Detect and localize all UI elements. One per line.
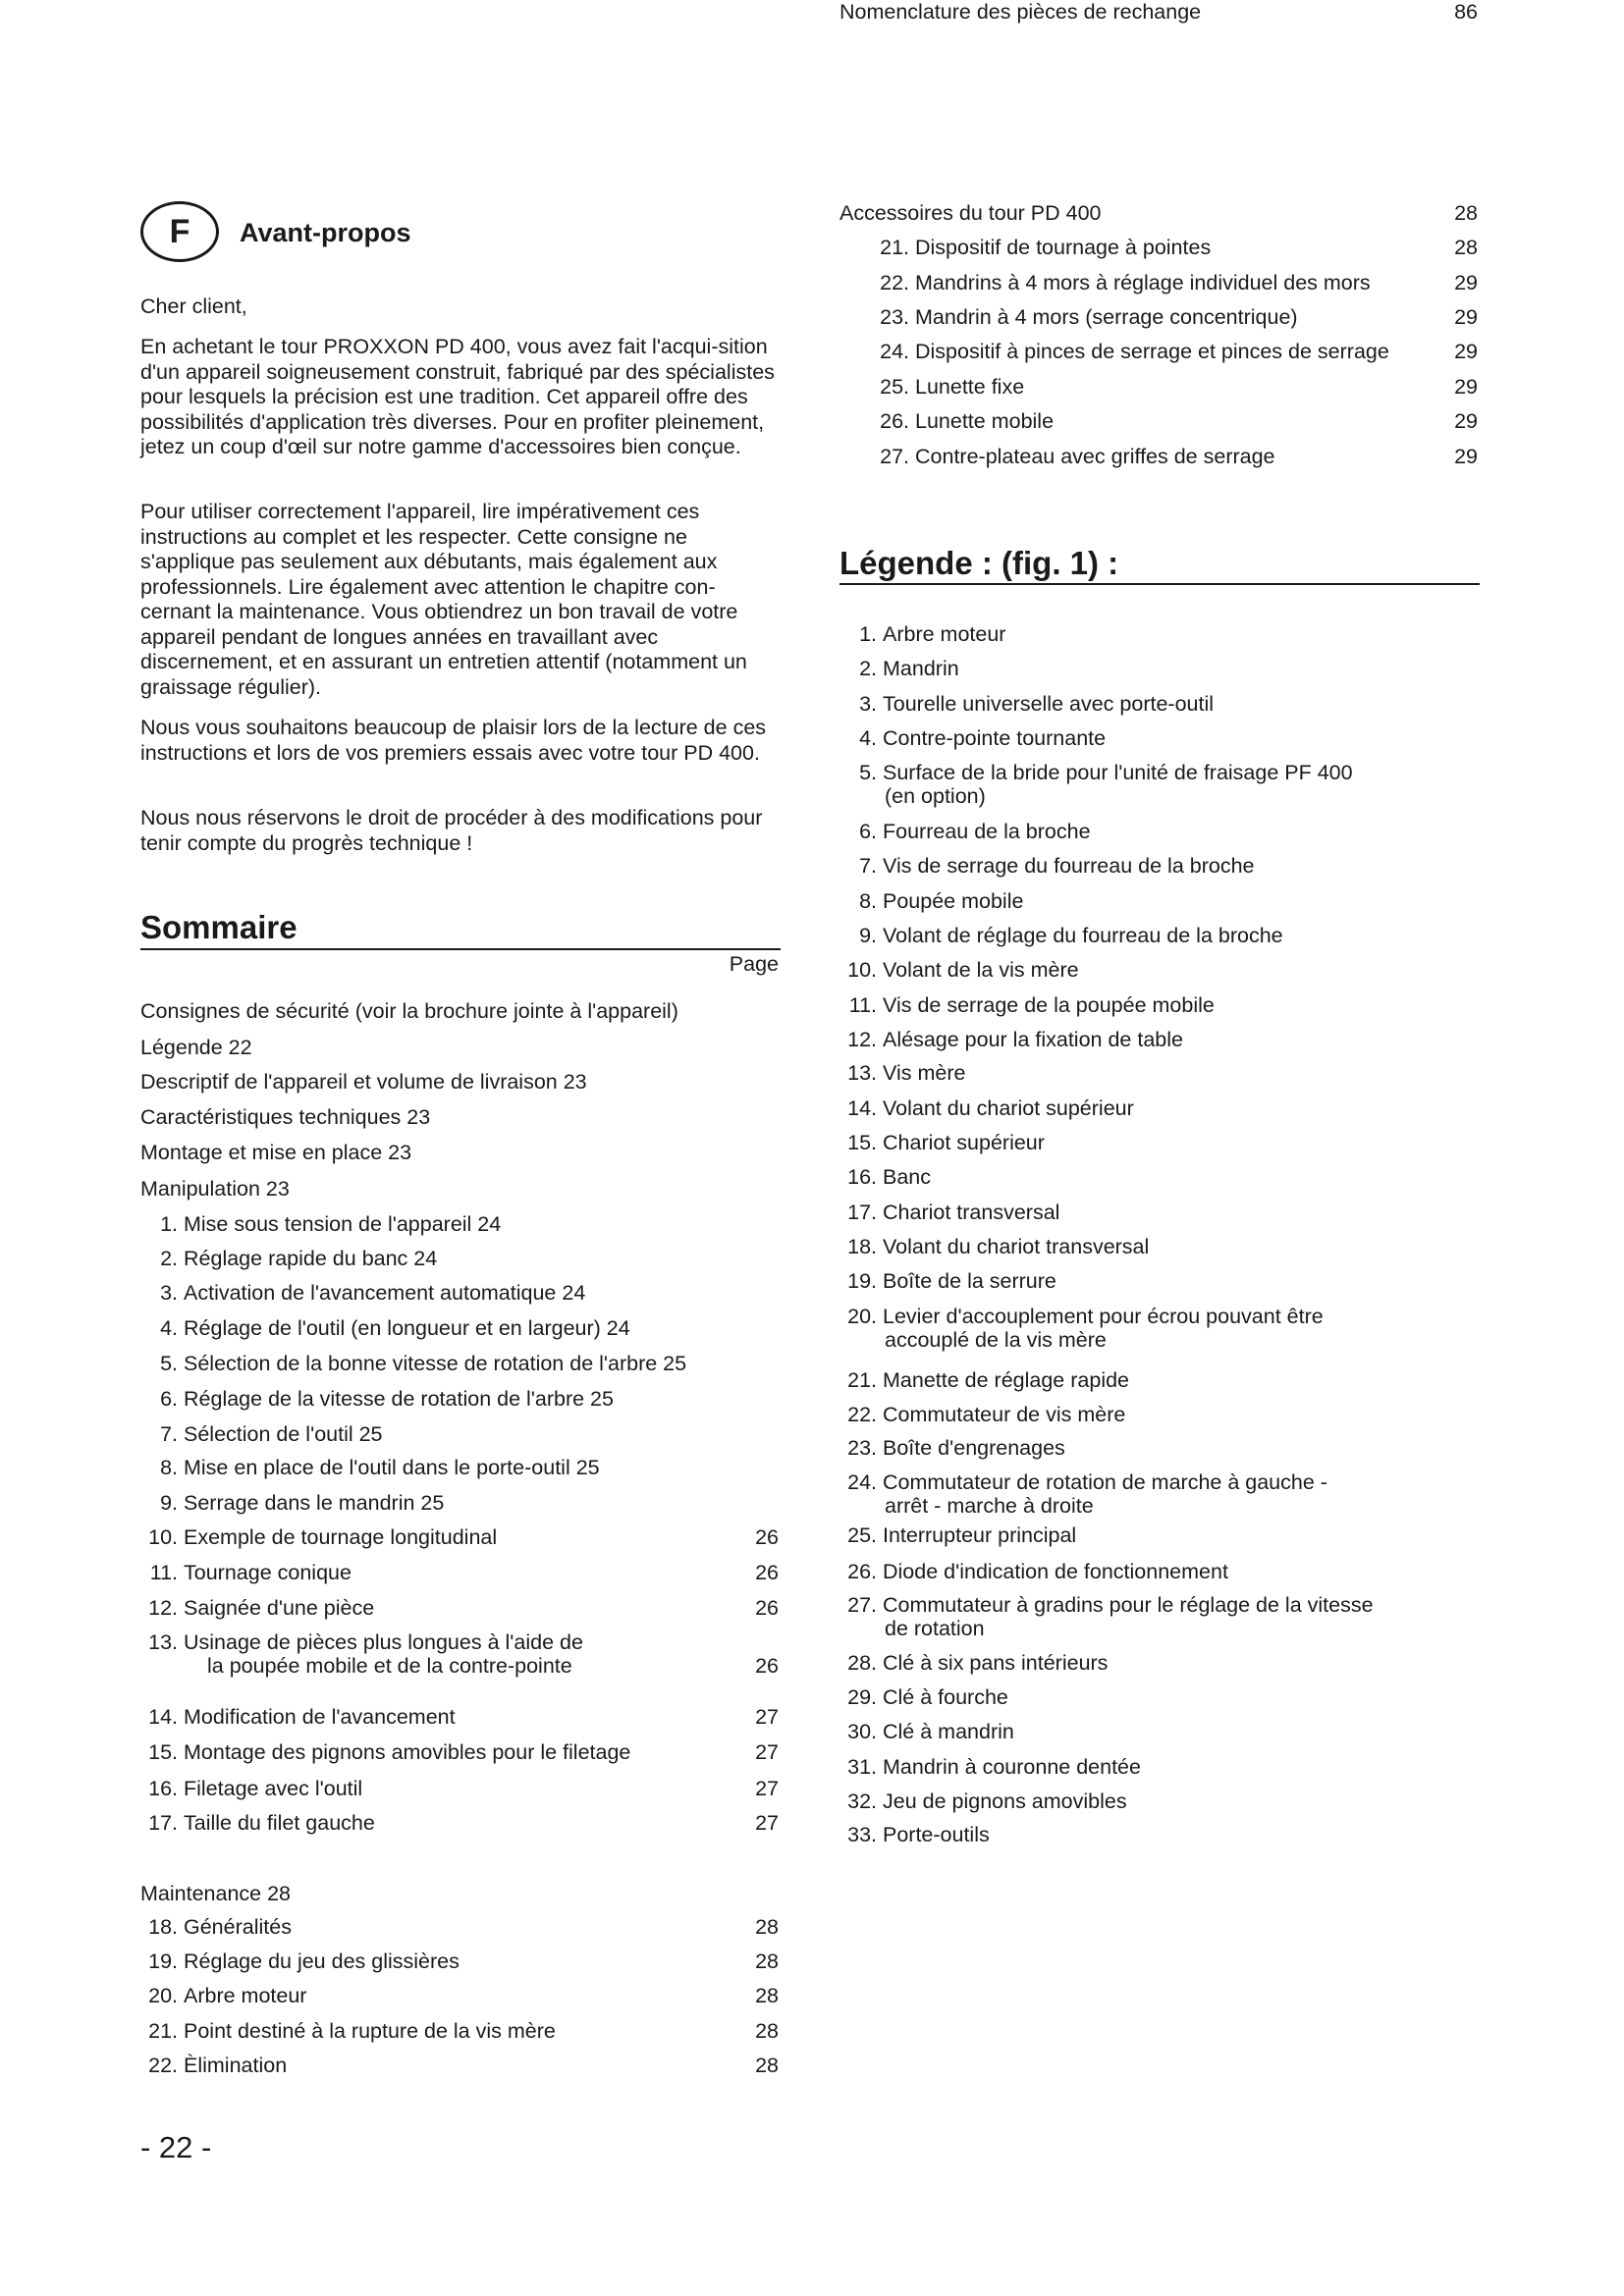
item-text: Consignes de sécurité (voir la brochure jointe à l'appareil) — [140, 999, 678, 1023]
item-text: Réglage du jeu des glissières — [184, 1949, 460, 1973]
list-item — [862, 409, 1054, 434]
item-text: Serrage dans le mandrin 25 — [184, 1491, 445, 1515]
item-text-continued: la poupée mobile et de la contre-pointe — [207, 1654, 572, 1678]
item-text: Porte-outils — [883, 1823, 990, 1846]
item-number: 8. — [160, 1456, 178, 1479]
list-item — [140, 1316, 630, 1341]
list-item — [140, 999, 678, 1024]
list-item — [862, 375, 1024, 400]
item-text: Dispositif de tournage à pointes — [915, 236, 1212, 259]
item-text: Vis de serrage de la poupée mobile — [883, 993, 1215, 1017]
list-item — [839, 1470, 1327, 1495]
item-text: Saignée d'une pièce — [184, 1596, 375, 1620]
item-text: Levier d'accouplement pour écrou pouvant être — [883, 1305, 1324, 1328]
item-number: 19. — [847, 1269, 877, 1293]
list-item — [839, 0, 1201, 25]
list-item — [140, 1491, 444, 1516]
list-item — [862, 271, 1371, 295]
item-number: 25. — [880, 375, 909, 399]
list-item — [140, 1561, 352, 1585]
item-number: 29. — [847, 1685, 877, 1709]
list-item — [140, 1882, 291, 1906]
list-item — [839, 1823, 990, 1847]
list-item — [839, 761, 1353, 785]
item-text: Alésage pour la fixation de table — [883, 1028, 1183, 1051]
list-item — [839, 1560, 1228, 1584]
item-number: 7. — [859, 854, 877, 878]
list-item — [839, 1201, 1059, 1225]
language-badge — [140, 201, 219, 262]
item-number: 13. — [148, 1630, 178, 1654]
item-number: 4. — [859, 726, 877, 750]
item-page: 26 — [755, 1561, 779, 1584]
item-number: 2. — [160, 1247, 178, 1270]
item-text: Manette de réglage rapide — [883, 1368, 1130, 1392]
item-number: 1. — [859, 622, 877, 646]
item-page: 29 — [1454, 271, 1478, 294]
item-number: 30. — [847, 1720, 877, 1743]
item-page: 27 — [755, 1777, 779, 1800]
item-number: 2. — [859, 657, 877, 680]
item-text: Vis de serrage du fourreau de la broche — [883, 854, 1255, 878]
item-number: 16. — [847, 1165, 877, 1189]
list-item — [839, 726, 1106, 751]
item-text: Surface de la bride pour l'unité de fraisage PF 400 — [883, 761, 1353, 784]
item-number: 12. — [847, 1028, 877, 1051]
list-item — [140, 1141, 411, 1165]
item-text: Volant de la vis mère — [883, 958, 1079, 982]
item-text: Tourelle universelle avec porte-outil — [883, 692, 1215, 716]
page-number: - 22 - — [140, 2130, 212, 2164]
item-text: Point destiné à la rupture de la vis mère — [184, 2019, 556, 2043]
item-text: Mandrin — [883, 657, 959, 680]
list-item — [839, 958, 1079, 983]
list-item — [140, 1036, 252, 1060]
list-item — [140, 1352, 686, 1376]
list-item — [140, 1422, 383, 1447]
item-number: 20. — [148, 1984, 178, 2007]
item-page: 28 — [755, 1915, 779, 1939]
item-text: Descriptif de l'appareil et volume de livraison 23 — [140, 1070, 587, 1094]
item-number: 21. — [148, 2019, 178, 2043]
item-number: 11. — [848, 993, 877, 1017]
item-number: 27. — [847, 1593, 877, 1617]
item-number: 10. — [847, 958, 877, 982]
item-page: 27 — [755, 1705, 779, 1729]
item-number: 7. — [160, 1422, 178, 1446]
list-item — [140, 1984, 306, 2008]
list-item — [140, 1525, 497, 1550]
item-number: 26. — [847, 1560, 877, 1583]
item-text: Chariot supérieur — [883, 1131, 1045, 1154]
item-number: 4. — [160, 1316, 178, 1340]
sommaire-title: Sommaire — [140, 909, 298, 945]
item-number: 3. — [859, 692, 877, 716]
item-number: 11. — [149, 1561, 178, 1584]
item-page: 29 — [1454, 409, 1478, 433]
item-number: 18. — [148, 1915, 178, 1939]
item-text: Arbre moteur — [883, 622, 1006, 646]
item-number: 33. — [847, 1823, 877, 1846]
item-page: 29 — [1454, 375, 1478, 399]
item-number: 9. — [859, 924, 877, 947]
intro-paragraph-2: Pour utiliser correctement l'appareil, lire impérativement ces instructions au complet et les respecter. Cette consigne ne s'applique pas seulement aux débutants, mais également aux professionnels. Lire également avec attention le chapitre con-cernant la maintenance. Vous obtiendrez un bon travail de votre appareil pendant de longues années en travaillant avec discernement, et en assurant un entretien attentif (notamment un graissage régulier). — [140, 500, 747, 699]
list-item — [140, 1105, 430, 1130]
item-number: 15. — [847, 1131, 877, 1154]
item-text: Contre-pointe tournante — [883, 726, 1107, 750]
item-number: 5. — [859, 761, 877, 784]
item-page: 26 — [755, 1525, 779, 1549]
list-item — [839, 1028, 1183, 1052]
language-letter: F — [169, 212, 190, 250]
item-text: Boîte de la serrure — [883, 1269, 1056, 1293]
item-text: Clé à fourche — [883, 1685, 1008, 1709]
item-number: 23. — [880, 305, 909, 329]
item-number: 17. — [847, 1201, 877, 1224]
item-number: 5. — [160, 1352, 178, 1375]
sommaire-rule — [140, 948, 781, 950]
item-text: Volant du chariot transversal — [883, 1235, 1150, 1258]
section-title-avant-propos: Avant-propos — [240, 218, 411, 247]
list-item — [839, 1269, 1056, 1294]
item-number: 28. — [847, 1651, 877, 1675]
item-page: 27 — [755, 1740, 779, 1764]
list-item — [140, 1630, 583, 1655]
list-item — [140, 1915, 292, 1940]
list-item — [839, 1789, 1127, 1814]
list-item — [839, 1523, 1076, 1548]
item-text: Volant du chariot supérieur — [883, 1096, 1134, 1120]
item-text: Nomenclature des pièces de rechange — [839, 0, 1202, 24]
list-item — [140, 2054, 287, 2078]
list-item — [839, 1165, 931, 1190]
item-text: Jeu de pignons amovibles — [883, 1789, 1127, 1813]
item-number: 13. — [847, 1061, 877, 1085]
item-page: 29 — [1454, 340, 1478, 363]
list-item — [140, 1456, 600, 1480]
item-number: 12. — [148, 1596, 178, 1620]
item-number: 16. — [148, 1777, 178, 1800]
item-text: Commutateur à gradins pour le réglage de la vitesse — [883, 1593, 1374, 1617]
item-text: Lunette fixe — [915, 375, 1025, 399]
item-text: Clé à mandrin — [883, 1720, 1014, 1743]
item-text: Activation de l'avancement automatique 24 — [184, 1281, 586, 1305]
item-text: Fourreau de la broche — [883, 820, 1091, 843]
list-item — [839, 924, 1283, 948]
page-column-label: Page — [729, 952, 779, 976]
item-text-continued: arrêt - marche à droite — [885, 1494, 1094, 1518]
item-page: 28 — [755, 1949, 779, 1973]
list-item — [862, 305, 1298, 330]
item-number: 20. — [847, 1305, 877, 1328]
list-item — [839, 692, 1214, 717]
item-text: Èlimination — [184, 2054, 288, 2077]
item-text: Mandrin à 4 mors (serrage concentrique) — [915, 305, 1298, 329]
list-item — [839, 201, 1102, 226]
list-item — [839, 1593, 1374, 1618]
item-number: 26. — [880, 409, 909, 433]
list-item — [839, 1755, 1141, 1780]
list-item — [862, 340, 1389, 364]
list-item — [839, 820, 1091, 844]
item-text: Mise en place de l'outil dans le porte-outil 25 — [184, 1456, 600, 1479]
item-number: 14. — [148, 1705, 178, 1729]
intro-paragraph-3: Nous vous souhaitons beaucoup de plaisir lors de la lecture de ces instructions et lors de vos premiers essais avec votre tour PD 400. — [140, 716, 767, 765]
item-page: 28 — [755, 1984, 779, 2007]
item-number: 31. — [847, 1755, 877, 1779]
item-text: Réglage de l'outil (en longueur et en largeur) 24 — [184, 1316, 630, 1340]
item-page: 28 — [1454, 201, 1478, 225]
item-text: Exemple de tournage longitudinal — [184, 1525, 498, 1549]
item-number: 24. — [880, 340, 909, 363]
item-text: Filetage avec l'outil — [184, 1777, 363, 1800]
item-text: Arbre moteur — [184, 1984, 307, 2007]
list-item — [140, 1387, 614, 1412]
item-text: Boîte d'engrenages — [883, 1436, 1065, 1460]
list-item — [140, 1777, 362, 1801]
item-number: 6. — [859, 820, 877, 843]
item-text: Accessoires du tour PD 400 — [839, 201, 1102, 225]
list-item — [862, 445, 1275, 469]
item-page: 29 — [1454, 445, 1478, 468]
item-number: 3. — [160, 1281, 178, 1305]
list-item — [839, 1305, 1324, 1329]
item-text: Interrupteur principal — [883, 1523, 1077, 1547]
item-text: Montage des pignons amovibles pour le filetage — [184, 1740, 631, 1764]
item-text: Manipulation 23 — [140, 1177, 290, 1201]
item-text: Diode d'indication de fonctionnement — [883, 1560, 1228, 1583]
item-text: Usinage de pièces plus longues à l'aide de — [184, 1630, 583, 1654]
list-item — [140, 1247, 437, 1271]
list-item — [839, 1436, 1065, 1461]
item-page: 29 — [1454, 305, 1478, 329]
item-number: 1. — [160, 1212, 178, 1236]
list-item — [839, 1061, 965, 1086]
item-number: 24. — [847, 1470, 877, 1494]
item-number: 23. — [847, 1436, 877, 1460]
item-text: Commutateur de vis mère — [883, 1403, 1126, 1426]
item-number: 6. — [160, 1387, 178, 1411]
list-item — [839, 1685, 1008, 1710]
item-text: Réglage rapide du banc 24 — [184, 1247, 438, 1270]
list-item — [839, 1368, 1129, 1393]
item-page: 86 — [1454, 0, 1478, 24]
list-item — [862, 236, 1211, 260]
item-number: 19. — [148, 1949, 178, 1973]
list-item — [839, 1131, 1045, 1155]
item-number: 8. — [859, 889, 877, 913]
list-item — [140, 1212, 501, 1237]
item-number: 21. — [880, 236, 909, 259]
intro-paragraph-4: Nous nous réservons le droit de procéder à des modifications pour tenir compte du progrès technique ! — [140, 806, 763, 855]
list-item — [839, 993, 1215, 1018]
list-item — [839, 1720, 1014, 1744]
list-item — [839, 1235, 1149, 1259]
list-item — [140, 1949, 460, 1974]
item-text: Dispositif à pinces de serrage et pinces de serrage — [915, 340, 1389, 363]
item-number: 10. — [148, 1525, 178, 1549]
list-item — [839, 1651, 1108, 1676]
legende-rule — [839, 583, 1480, 585]
salutation: Cher client, — [140, 294, 247, 318]
list-item — [140, 2019, 556, 2044]
item-number: 15. — [148, 1740, 178, 1764]
item-number: 9. — [160, 1491, 178, 1515]
item-number: 22. — [148, 2054, 178, 2077]
item-number: 22. — [880, 271, 909, 294]
item-page: 28 — [1454, 236, 1478, 259]
list-item — [839, 889, 1023, 914]
list-item — [839, 854, 1255, 879]
item-text: Généralités — [184, 1915, 292, 1939]
list-item — [140, 1281, 585, 1306]
item-text: Sélection de l'outil 25 — [184, 1422, 383, 1446]
item-number: 22. — [847, 1403, 877, 1426]
item-text-continued: de rotation — [885, 1617, 985, 1640]
item-text: Banc — [883, 1165, 932, 1189]
item-text: Lunette mobile — [915, 409, 1055, 433]
item-text: Sélection de la bonne vitesse de rotation de l'arbre 25 — [184, 1352, 687, 1375]
item-text: Montage et mise en place 23 — [140, 1141, 412, 1164]
item-number: 27. — [880, 445, 909, 468]
item-text-continued: (en option) — [885, 784, 986, 808]
item-text: Poupée mobile — [883, 889, 1024, 913]
item-text: Clé à six pans intérieurs — [883, 1651, 1109, 1675]
item-text: Taille du filet gauche — [184, 1811, 375, 1835]
item-text: Contre-plateau avec griffes de serrage — [915, 445, 1275, 468]
list-item — [140, 1811, 375, 1836]
item-number: 17. — [148, 1811, 178, 1835]
item-text: Caractéristiques techniques 23 — [140, 1105, 431, 1129]
item-text: Réglage de la vitesse de rotation de l'arbre 25 — [184, 1387, 614, 1411]
list-item — [839, 622, 1005, 647]
list-item — [839, 1096, 1134, 1121]
item-text: Vis mère — [883, 1061, 966, 1085]
item-text: Tournage conique — [184, 1561, 352, 1584]
item-number: 32. — [847, 1789, 877, 1813]
item-text: Modification de l'avancement — [184, 1705, 456, 1729]
item-text: Commutateur de rotation de marche à gauche - — [883, 1470, 1327, 1494]
list-item — [140, 1070, 587, 1095]
item-text: Maintenance 28 — [140, 1882, 291, 1905]
item-text: Mandrin à couronne dentée — [883, 1755, 1141, 1779]
item-text: Volant de réglage du fourreau de la broche — [883, 924, 1283, 947]
item-text: Chariot transversal — [883, 1201, 1060, 1224]
item-page: 26 — [755, 1596, 779, 1620]
item-page: 27 — [755, 1811, 779, 1835]
list-item — [140, 1705, 456, 1730]
item-text: Mandrins à 4 mors à réglage individuel des mors — [915, 271, 1371, 294]
item-page: 28 — [755, 2054, 779, 2077]
item-text-continued: accouplé de la vis mère — [885, 1328, 1107, 1352]
list-item — [839, 1403, 1125, 1427]
item-number: 14. — [847, 1096, 877, 1120]
item-number: 21. — [847, 1368, 877, 1392]
item-text: Mise sous tension de l'appareil 24 — [184, 1212, 502, 1236]
item-number: 25. — [847, 1523, 877, 1547]
legende-title: Légende : (fig. 1) : — [839, 545, 1119, 581]
item-page: 26 — [755, 1654, 779, 1678]
intro-paragraph-1: En achetant le tour PROXXON PD 400, vous avez fait l'acqui-sition d'un appareil soigneusement construit, fabriqué par des spécialistes pour lesquels la précision est une tradition. Cet appareil offre des possibilités d'application très diverses. Pour en profiter pleinement, jetez un coup d'œil sur notre gamme d'accessoires bien conçue. — [140, 335, 775, 458]
list-item — [839, 657, 959, 681]
item-page: 28 — [755, 2019, 779, 2043]
list-item — [140, 1596, 374, 1621]
list-item — [140, 1740, 630, 1765]
item-text: Légende 22 — [140, 1036, 252, 1059]
item-number: 18. — [847, 1235, 877, 1258]
list-item — [140, 1177, 290, 1201]
